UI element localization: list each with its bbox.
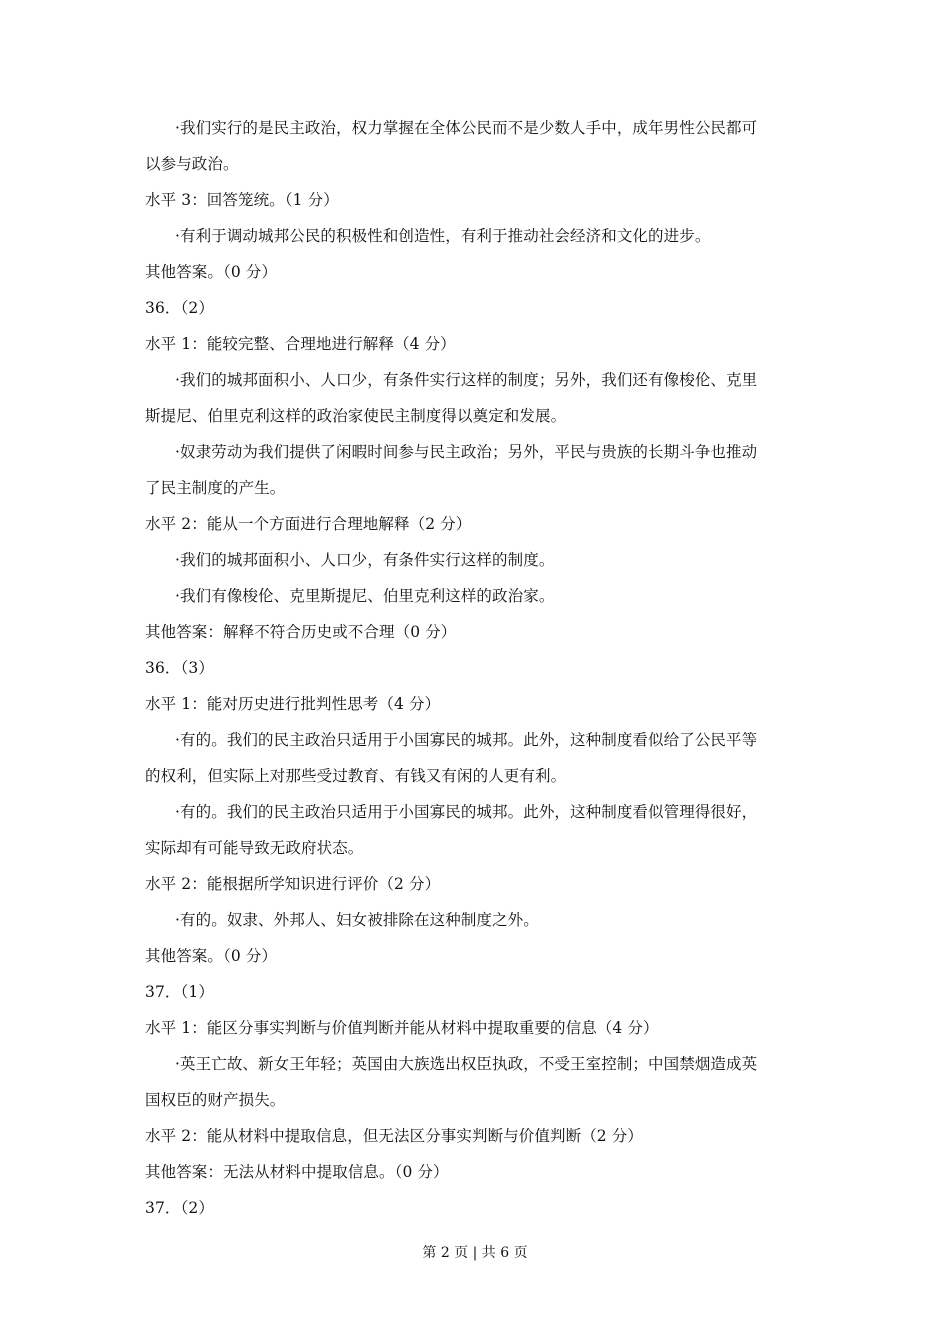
text-line: 36．（2） (145, 299, 214, 317)
paragraph (145, 1118, 815, 1154)
paragraph (145, 362, 815, 434)
text-line: 国权臣的财产损失。 (145, 1091, 286, 1109)
paragraph (145, 686, 815, 722)
text-line: 37．（1） (145, 983, 214, 1001)
paragraph (145, 218, 815, 254)
text-line: ·我们实行的是民主政治，权力掌握在全体公民而不是少数人手中，成年男性公民都可 (175, 119, 758, 137)
text-line: 其他答案。（0 分） (145, 947, 278, 965)
text-line: 了民主制度的产生。 (145, 479, 286, 497)
paragraph (145, 290, 815, 326)
text-line: ·英王亡故、新女王年轻；英国由大族选出权臣执政，不受王室控制；中国禁烟造成英 (175, 1055, 758, 1073)
text-line: 36．（3） (145, 659, 214, 677)
text-line: 其他答案。（0 分） (145, 263, 278, 281)
text-line: ·有的。我们的民主政治只适用于小国寡民的城邦。此外，这种制度看似给了公民平等 (175, 731, 758, 749)
text-line: ·有的。我们的民主政治只适用于小国寡民的城邦。此外，这种制度看似管理得很好， (175, 803, 758, 821)
paragraph (145, 650, 815, 686)
paragraph (145, 434, 815, 506)
paragraph (145, 326, 815, 362)
text-line: 水平 1：能对历史进行批判性思考（4 分） (145, 695, 441, 713)
paragraph (145, 254, 815, 290)
paragraph (145, 1190, 815, 1226)
text-line: 37．（2） (145, 1199, 214, 1217)
text-line: ·奴隶劳动为我们提供了闲暇时间参与民主政治；另外，平民与贵族的长期斗争也推动 (175, 443, 758, 461)
page-footer: 第 2 页 | 共 6 页 (422, 1245, 528, 1261)
text-line: 其他答案：解释不符合历史或不合理（0 分） (145, 623, 457, 641)
paragraph (145, 938, 815, 974)
paragraph (145, 974, 815, 1010)
text-line: 水平 2：能从材料中提取信息，但无法区分事实判断与价值判断（2 分） (145, 1127, 643, 1145)
text-line: ·我们的城邦面积小、人口少，有条件实行这样的制度；另外，我们还有像梭伦、克里 (175, 371, 758, 389)
paragraph (145, 542, 815, 578)
text-line: 水平 3：回答笼统。（1 分） (145, 191, 339, 209)
text-line: 水平 2：能从一个方面进行合理地解释（2 分） (145, 515, 472, 533)
paragraph (145, 1046, 815, 1118)
text-line: 其他答案：无法从材料中提取信息。（0 分） (145, 1163, 449, 1181)
text-line: 实际却有可能导致无政府状态。 (145, 839, 364, 857)
paragraph (145, 1010, 815, 1046)
paragraph (145, 578, 815, 614)
text-line: ·我们的城邦面积小、人口少，有条件实行这样的制度。 (175, 551, 555, 569)
paragraph (145, 866, 815, 902)
paragraph (145, 506, 815, 542)
text-line: ·我们有像梭伦、克里斯提尼、伯里克利这样的政治家。 (175, 587, 555, 605)
text-line: 水平 2：能根据所学知识进行评价（2 分） (145, 875, 441, 893)
text-line: ·有利于调动城邦公民的积极性和创造性，有利于推动社会经济和文化的进步。 (175, 227, 711, 245)
document-body (145, 110, 815, 1226)
text-line: 以参与政治。 (145, 155, 239, 173)
paragraph (145, 902, 815, 938)
paragraph (145, 1154, 815, 1190)
paragraph (145, 182, 815, 218)
text-line: 水平 1：能区分事实判断与价值判断并能从材料中提取重要的信息（4 分） (145, 1019, 659, 1037)
paragraph (145, 794, 815, 866)
text-line: ·有的。奴隶、外邦人、妇女被排除在这种制度之外。 (175, 911, 539, 929)
text-line: 的权利，但实际上对那些受过教育、有钱又有闲的人更有利。 (145, 767, 567, 785)
paragraph (145, 614, 815, 650)
text-line: 水平 1：能较完整、合理地进行解释（4 分） (145, 335, 456, 353)
text-line: 斯提尼、伯里克利这样的政治家使民主制度得以奠定和发展。 (145, 407, 567, 425)
paragraph (145, 722, 815, 794)
paragraph (145, 110, 815, 182)
